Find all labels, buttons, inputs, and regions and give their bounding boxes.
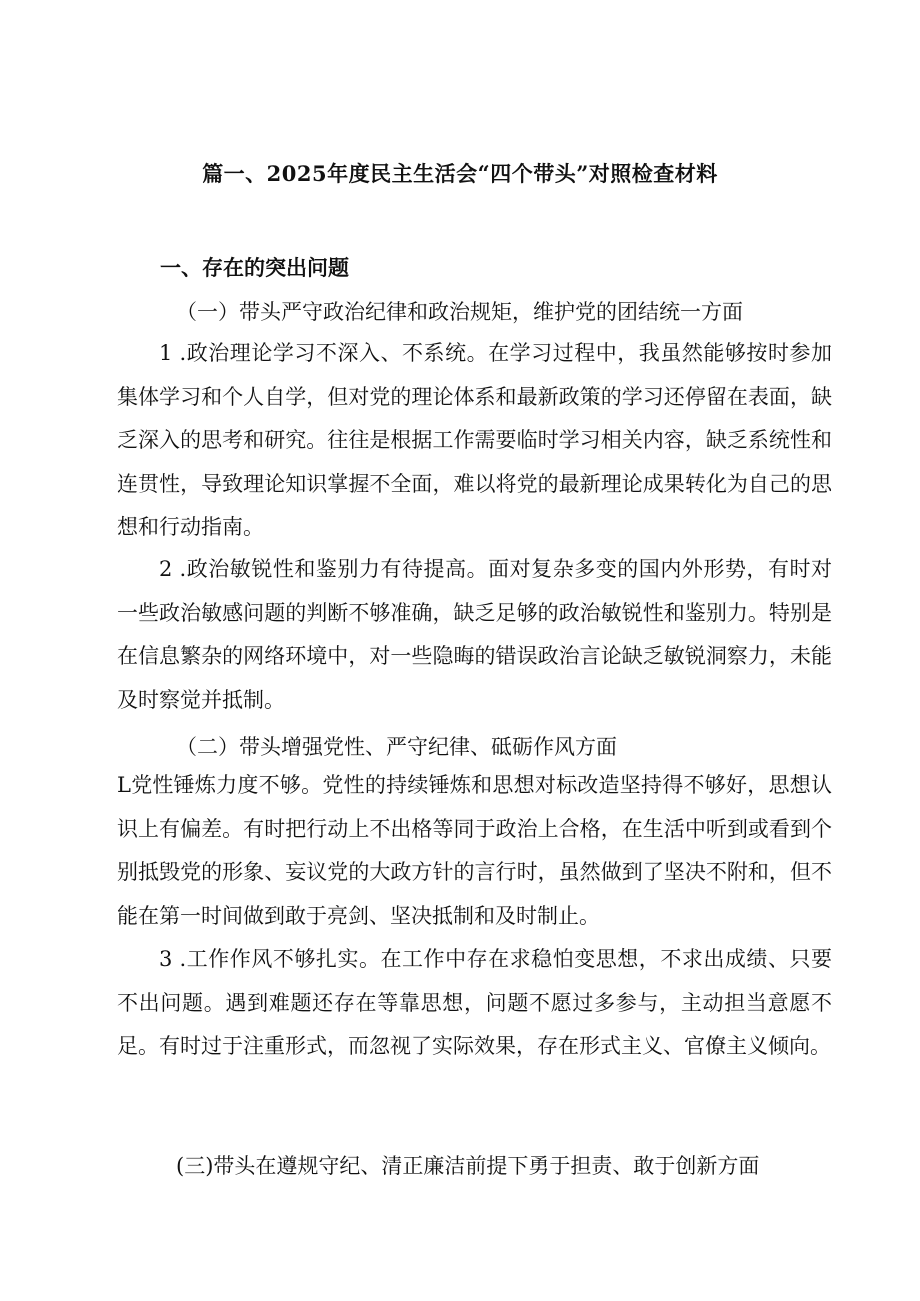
paragraph-2: 2 .政治敏锐性和鉴别力有待提高。面对复杂多变的国内外形势，有时对一些政治敏感问题的判断不够准确，缺乏足够的政治敏锐性和鉴别力。特别是在信息繁杂的网络环境中，对一些隐晦的错误政治言论缺乏敏锐洞察力，未能及时察觉并抵制。 [117,557,832,712]
document-title: 篇一、2025年度民主生活会“四个带头”对照检查材料 [202,161,718,186]
paragraph-3: L党性锤炼力度不够。党性的持续锤炼和思想对标改造坚持得不够好，思想认识上有偏差。有时把行动上不出格等同于政治上合格，在生活中听到或看到个别抵毁党的形象、妄议党的大政方针的言行时，虽然做到了坚决不附和，但不能在第一时间做到敢于亮剑、坚决抵制和及时制止。 [117,773,832,928]
subsection-heading-1: （一）带头严守政治纪律和政治规矩，维护党的团结统一方面 [176,300,743,324]
paragraph-4: 3 .工作作风不够扎实。在工作中存在求稳怕变思想，不求出成绩、只要不出问题。遇到难题还存在等靠思想，问题不愿过多参与，主动担当意愿不足。有时过于注重形式，而忽视了实际效果，存在形式主义、官僚主义倾向。 [117,947,832,1058]
subsection-heading-2: （二）带头增强党性、严守纪律、砥砺作风方面 [176,735,617,759]
subsection-heading-3: (三)带头在遵规守纪、清正廉洁前提下勇于担责、敢于创新方面 [176,1154,760,1178]
paragraph-1: 1 .政治理论学习不深入、不系统。在学习过程中，我虽然能够按时参加集体学习和个人自学，但对党的理论体系和最新政策的学习还停留在表面，缺乏深入的思考和研究。往往是根据工作需要临时学习相关内容，缺乏系统性和连贯性，导致理论知识掌握不全面，难以将党的最新理论成果转化为自己的思想和行动指南。 [117,341,832,539]
section-heading: 一、存在的突出问题 [160,255,349,280]
